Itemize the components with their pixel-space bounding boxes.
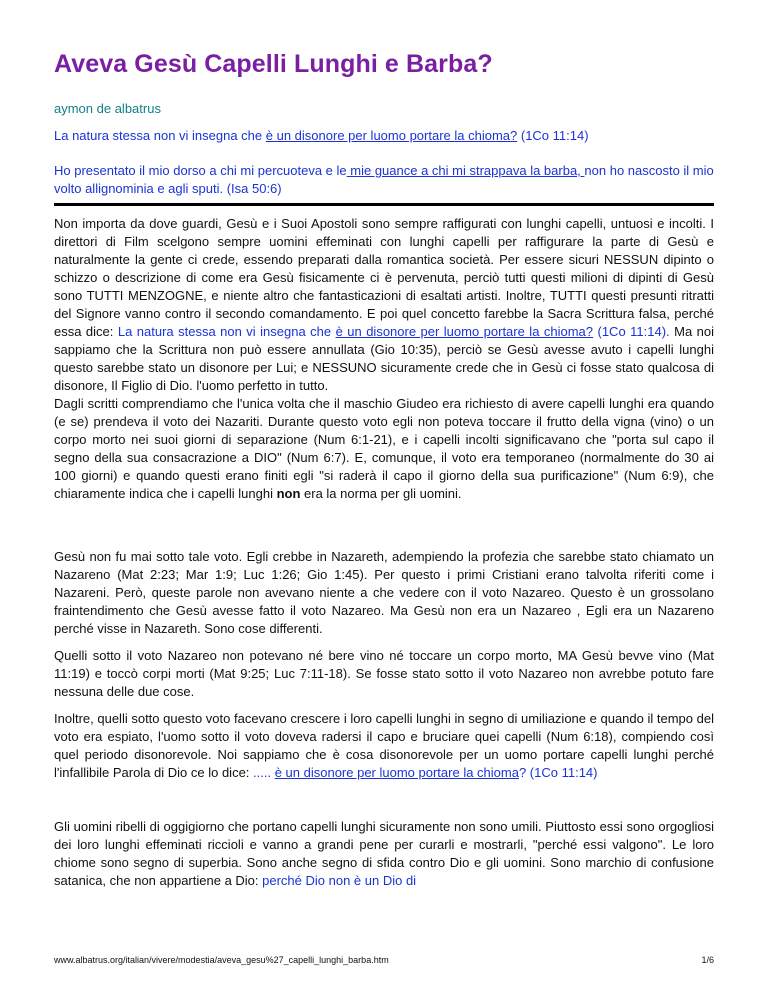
paragraph-6-text: Gli uomini ribelli di oggigiorno che portano capelli lunghi sicuramente non sono umili. Piuttosto essi sono orgogliosi dei loro lunghi effeminati riccioli e vanno a grandi pene per curarli e mostrarli, "perché essi valgono". Le loro chiome sono segno di superbia. Sono anche segno di sfida contro Dio e gli uomini. Sono marchio di confusione satanica, che non appartiene a Dio: <box>54 819 714 888</box>
paragraph-2-text: Dagli scritti comprendiamo che l'unica volta che il maschio Giudeo era richiesto di avere capelli lunghi era quando (e se) prendeva il voto dei Nazariti. Durante questo voto egli non poteva toccare il frutto della vigna (vino) o un corpo morto nei suoi giorni di separazione (Num 6:1-21), e i capelli incolti significavano che "porta sul capo il segno della sua consacrazione a DIO" (Num 6:7). E, comunque, il voto era temporaneo (normalmente do 30 ai 100 giorni) e quando questi erano finiti egli "si raderà il capo il giorno della sua purificazione" (Num 6:9), che chiaramente indica che i capelli lunghi <box>54 396 714 501</box>
page-title: Aveva Gesù Capelli Lunghi e Barba? <box>54 50 493 78</box>
footer-url: www.albatrus.org/italian/vivere/modestia/aveva_gesu%27_capelli_lunghi_barba.htm <box>54 955 389 965</box>
page-number: 1/6 <box>701 955 714 965</box>
paragraph-2 <box>54 395 714 503</box>
paragraph-2-text-end: era la norma per gli uomini. <box>300 486 462 501</box>
paragraph-5-text: Inoltre, quelli sotto questo voto facevano crescere i loro capelli lunghi in segno di umiliazione e quando il tempo del voto era espiato, l'uomo sotto il voto doveva radersi il capo e bruciare quei capelli (Num 6:18), compiendo così quel periodo disonorevole. Noi sappiamo che è cosa disonorevole per un uomo portare capelli lunghi perché l'infallibile Parola di Dio ce lo dice: <box>54 711 714 780</box>
author-name: aymon de albatrus <box>54 101 161 116</box>
epigraph-quote-2 <box>54 162 714 198</box>
quote2-text: Ho presentato il mio dorso a chi mi percuoteva e le <box>54 163 347 178</box>
horizontal-divider <box>54 203 714 206</box>
epigraph-quote-1 <box>54 127 714 145</box>
quote1-reference: (1Co 11:14) <box>517 128 589 143</box>
paragraph-1-text: Non importa da dove guardi, Gesù e i Suoi Apostoli sono sempre raffigurati con lunghi capelli, untuosi e incolti. I direttori di Film scelgono sempre uomini effeminati con lunghi capelli per raffigurare la parte di Gesù e naturalmente la gente ci crede, essendo preparati dalla romantica società. Per essere sicuri NESSUN dipinto o schizzo o descrizione di come era Gesù fisicamente ci è pervenuta, perciò tutti questi milioni di dipinti di Gesù sono TUTTI MENZOGNE, e niente altro che fantasticazioni di esaltati artisti. Inoltre, TUTTI questi presunti ritratti del Signore vanno contro il secondo comandamento. E poi quel concetto farebbe la Sacra Scrittura falsa, perché essa dice: <box>54 216 714 339</box>
paragraph-1-link[interactable]: è un disonore per luomo portare la chioma? <box>335 324 594 339</box>
paragraph-5-ellipsis: ..... <box>253 765 275 780</box>
quote1-link[interactable]: è un disonore per luomo portare la chioma? <box>265 128 518 143</box>
paragraph-5-reference: ? (1Co 11:14) <box>518 765 598 780</box>
paragraph-1 <box>54 215 714 395</box>
paragraph-1-quote: La natura stessa non vi insegna che <box>117 324 336 339</box>
paragraph-6 <box>54 818 714 890</box>
paragraph-5-link[interactable]: è un disonore per luomo portare la chioma <box>274 765 519 780</box>
paragraph-1-reference: (1Co 11:14). <box>593 324 670 339</box>
quote1-text: La natura stessa non vi insegna che <box>54 128 266 143</box>
paragraph-6-quote: perché Dio non è un Dio di <box>262 873 417 888</box>
quote2-link[interactable]: mie guance a chi mi strappava la barba, <box>346 163 585 178</box>
paragraph-1-text-end: Ma noi sappiamo che la Scrittura non può essere annullata (Gio 10:35), perciò se Gesù avesse avuto i capelli lunghi questo sarebbe stato un disonore per Lui; e NESSUNO sicuramente crede che in Gesù ci fosse stato qualcosa di disonore, Il Figlio di Dio. l'uomo perfetto in tutto. <box>54 324 714 393</box>
paragraph-3: Gesù non fu mai sotto tale voto. Egli crebbe in Nazareth, adempiendo la profezia che sarebbe stato chiamato un Nazareno (Mat 2:23; Mar 1:9; Luc 1:26; Gio 1:45). Per questo i primi Cristiani erano talvolta riferiti come i Nazareni. Però, queste parole non avevano niente a che vedere con il voto Nazareo. Questo è un grossolano fraintendimento che Gesù avesse fatto il voto Nazareo. Ma Gesù non era un Nazareo , Egli era un Nazareno perché visse in Nazareth. Sono cose differenti. <box>54 549 714 636</box>
quote2-reference: non ho nascosto il mio volto allignominia e agli sputi. (Isa 50:6) <box>54 163 714 196</box>
paragraph-2-bold: non <box>276 486 301 501</box>
paragraph-5 <box>54 710 714 782</box>
paragraph-4: Quelli sotto il voto Nazareo non potevano né bere vino né toccare un corpo morto, MA Gesù bevve vino (Mat 11:19) e toccò corpi morti (Mat 9:25; Luc 7:11-18). Se fosse stato sotto il voto Nazareo non avrebbe potuto fare nessuna delle due cose. <box>54 648 714 699</box>
